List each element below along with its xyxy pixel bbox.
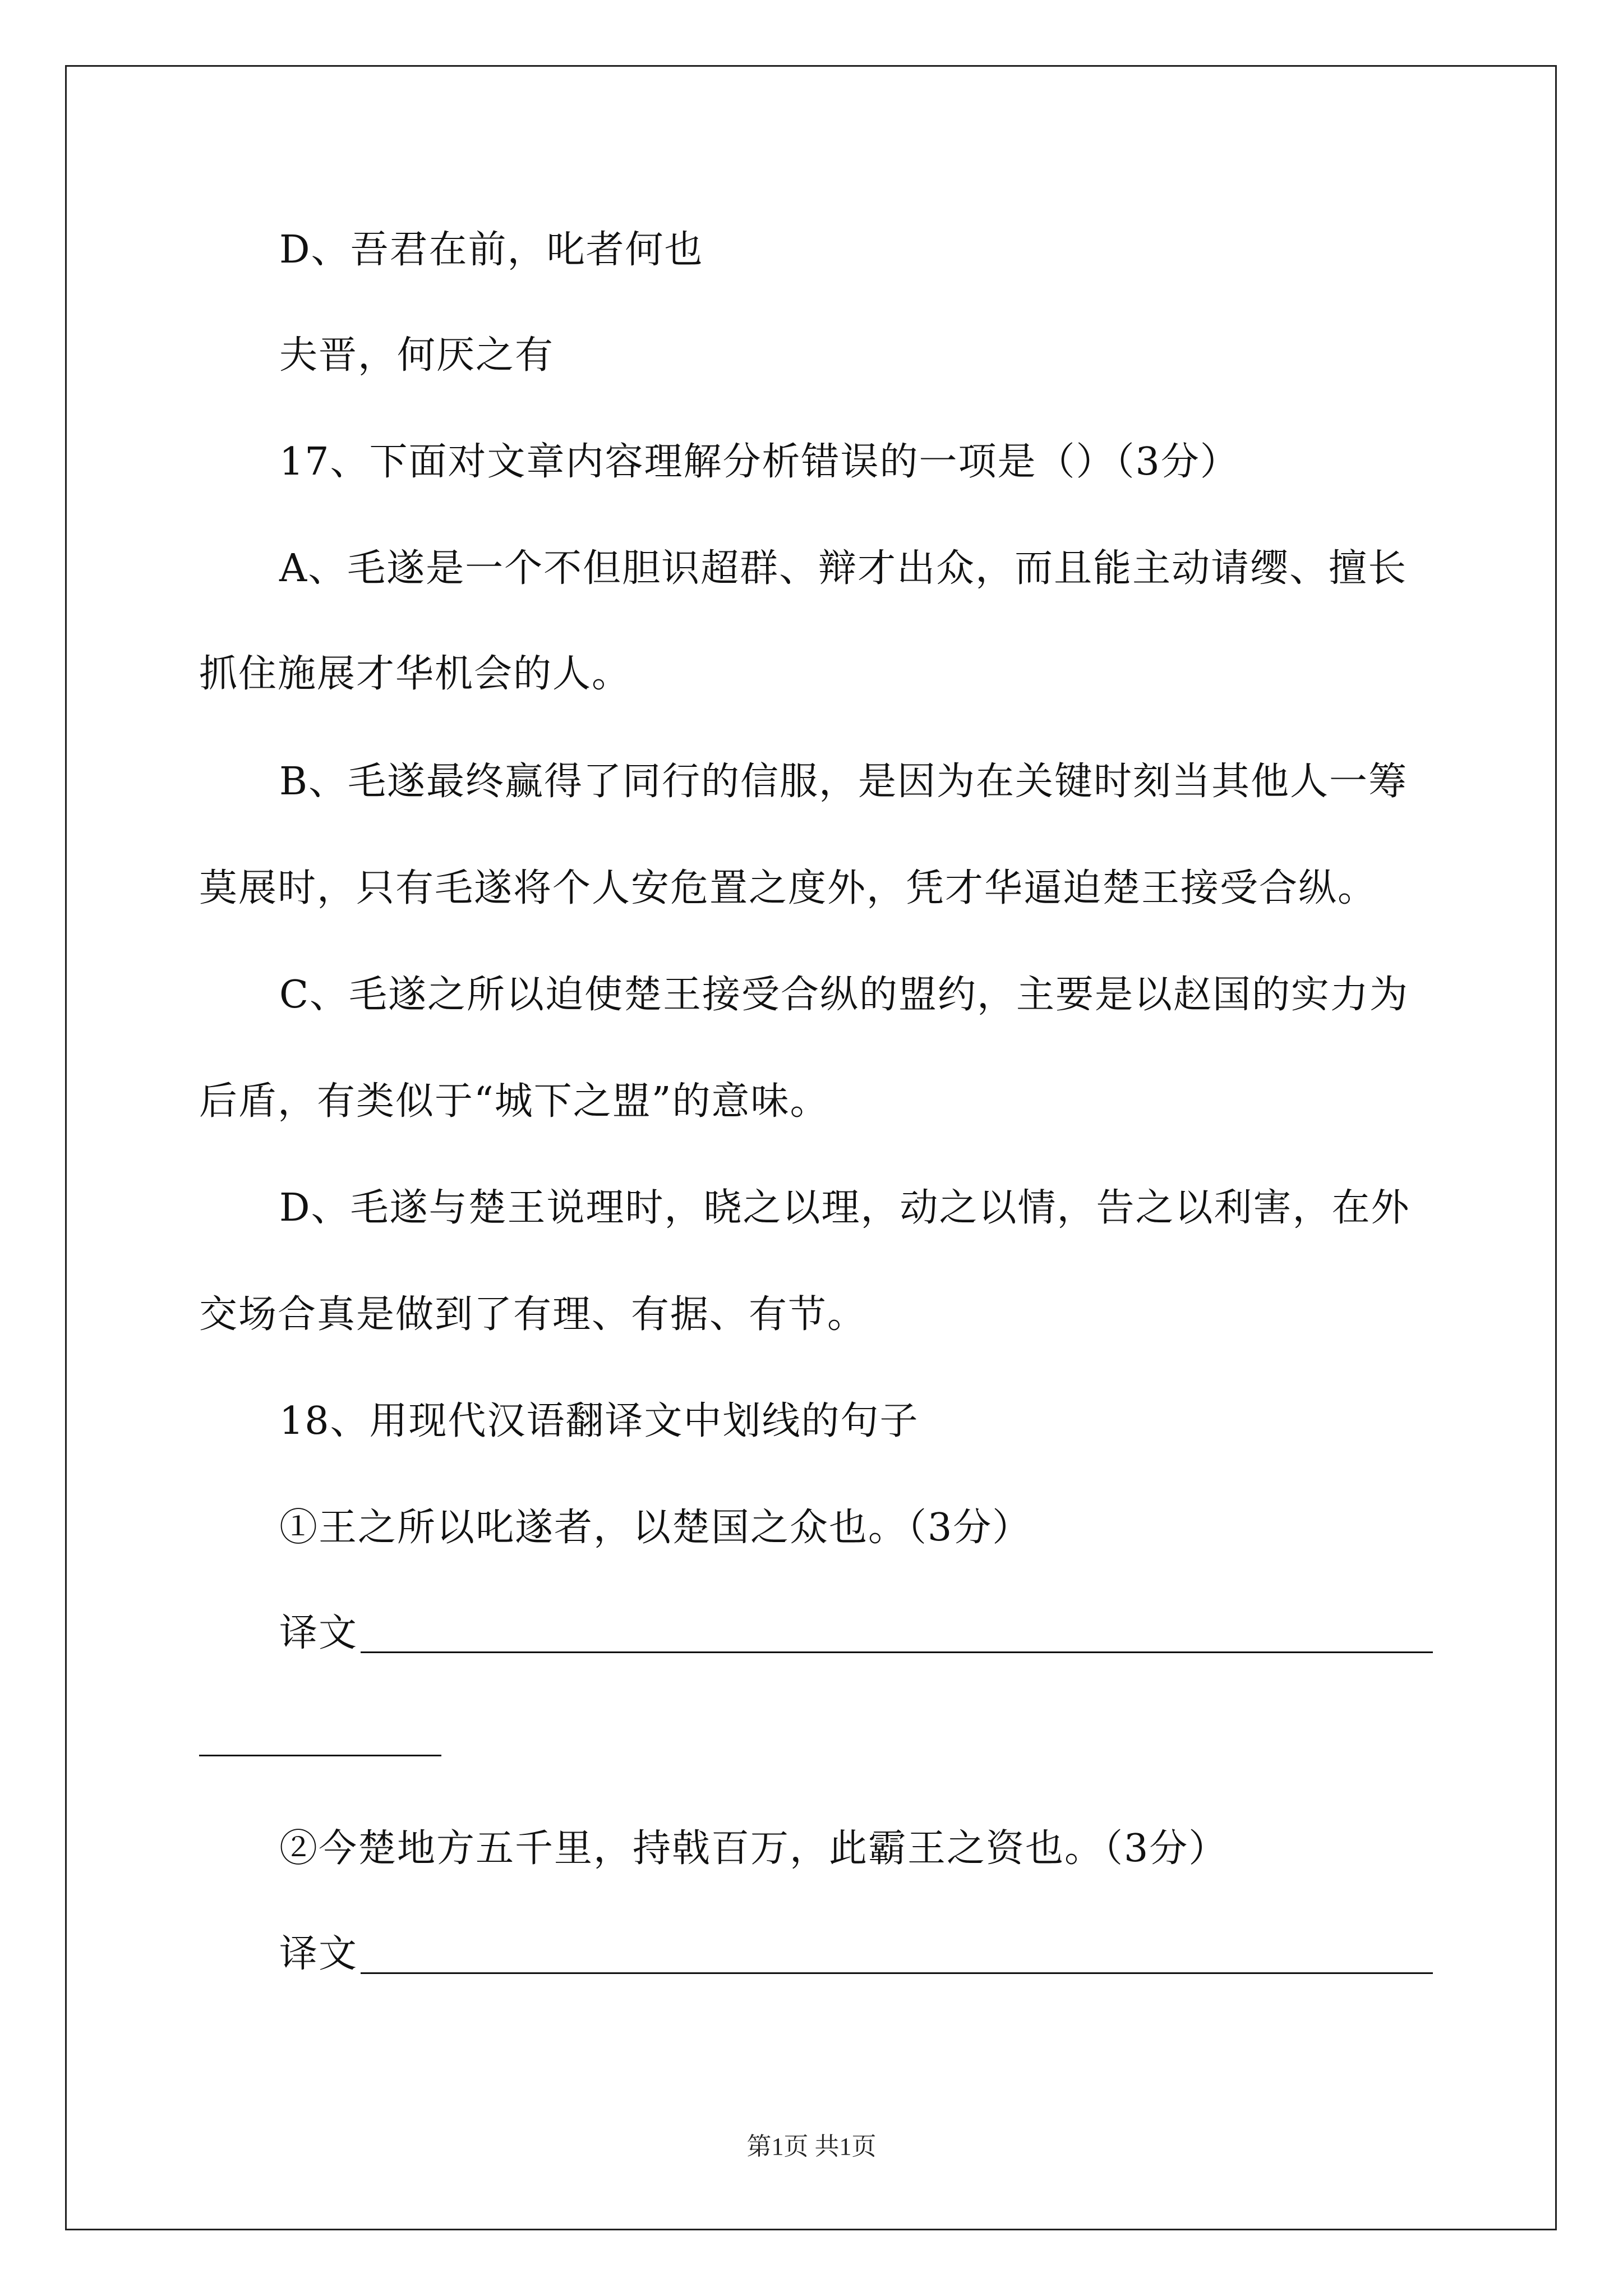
q17-option-a: A、毛遂是一个不但胆识超群、辩才出众，而且能主动请缨、擅长 [279,546,1408,591]
q17-option-b: B、毛遂最终赢得了同行的信服，是因为在关键时刻当其他人一筹 [279,760,1408,804]
answer-line-1 [361,1651,1433,1653]
question-18: 18、用现代汉语翻译文中划线的句子 [279,1399,919,1443]
option-d-q16: D、吾君在前，叱者何也 [279,228,704,272]
q18-sentence-2: ②今楚地方五千里，持戟百万，此霸王之资也。（3分） [279,1826,1228,1871]
q17-option-a-cont: 抓住施展才华机会的人。 [199,652,631,696]
option-d-q16-cont: 夫晋，何厌之有 [279,333,555,378]
q18-sentence-1: ①王之所以叱遂者，以楚国之众也。（3分） [279,1506,1032,1550]
q17-option-b-cont: 莫展时，只有毛遂将个人安危置之度外，凭才华逼迫楚王接受合纵。 [199,866,1377,910]
q17-option-c: C、毛遂之所以迫使楚王接受合纵的盟约，主要是以赵国的实力为 [279,973,1409,1017]
question-17: 17、下面对文章内容理解分析错误的一项是（）（3分） [279,440,1239,484]
page-border [65,65,1557,2230]
page-number: 第1页 共1页 [746,2133,877,2160]
answer-line-1-cont [199,1755,441,1756]
answer-line-2 [361,1972,1433,1974]
translation-label-2: 译文 [279,1932,358,1976]
q17-option-c-cont: 后盾，有类似于“城下之盟”的意味。 [199,1079,829,1124]
q17-option-d: D、毛遂与楚王说理时，晓之以理，动之以情，告之以利害，在外 [279,1186,1410,1230]
translation-label-1: 译文 [279,1611,358,1655]
q17-option-d-cont: 交场合真是做到了有理、有据、有节。 [199,1292,867,1337]
